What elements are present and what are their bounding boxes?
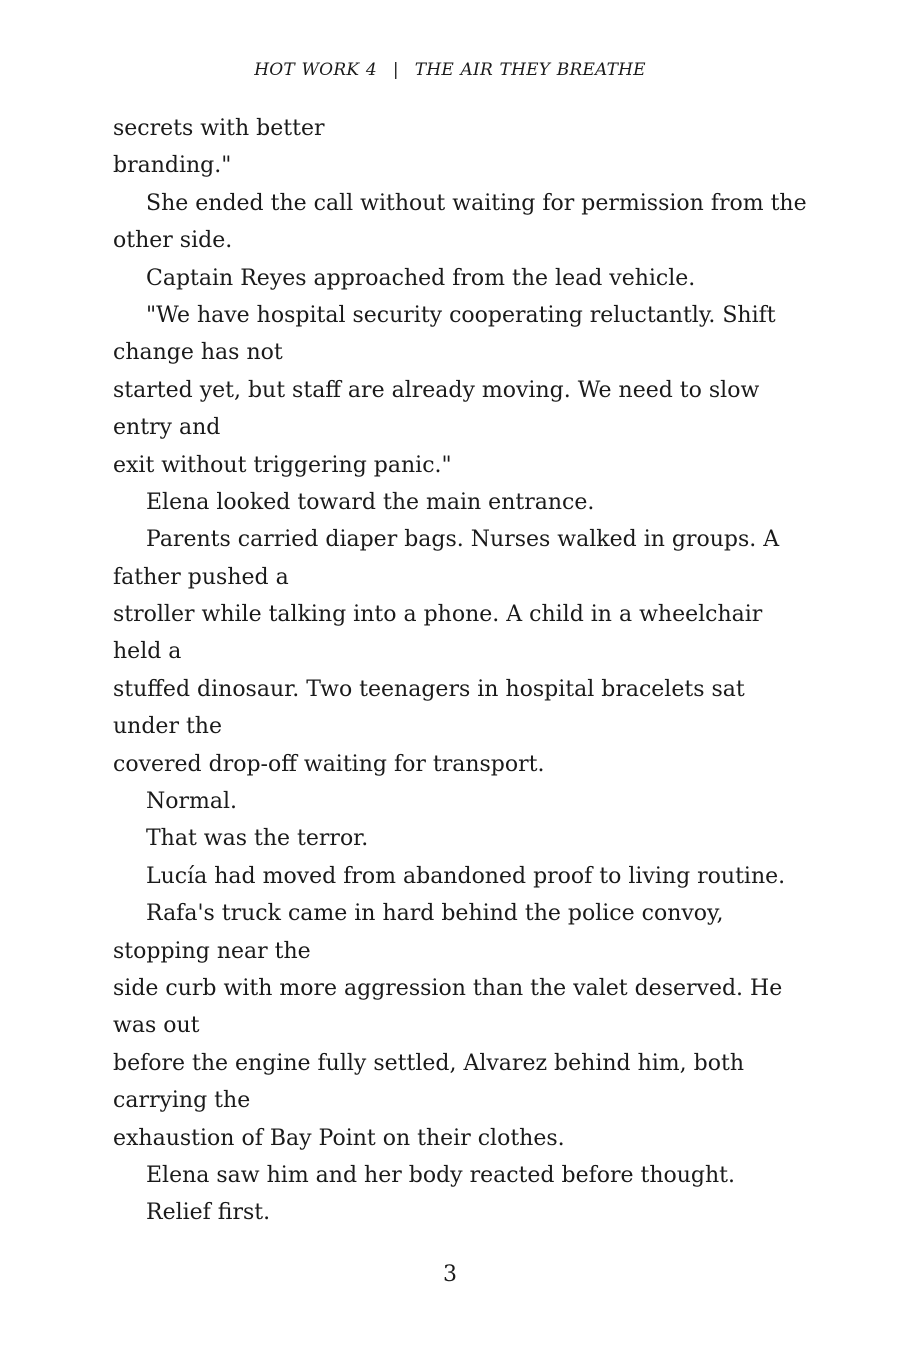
text-line: side curb with more aggression than the valet deserved. He [113, 975, 783, 1001]
text-line: other side. [113, 228, 233, 254]
header-series-title: HOT WORK 4 [254, 60, 377, 80]
text-line: Elena looked toward the main entrance. [146, 489, 595, 515]
text-line: "We have hospital security cooperating reluctantly. Shift [146, 302, 776, 328]
text-line: before the engine fully settled, Alvarez behind him, both [113, 1050, 744, 1076]
text-line: held a [113, 639, 182, 665]
text-line: was out [113, 1013, 200, 1039]
text-line: stroller while talking into a phone. A child in a wheelchair [113, 602, 763, 628]
page-number: 3 [443, 1262, 457, 1287]
text-line: branding." [113, 153, 232, 179]
text-line: Lucía had moved from abandoned proof to living routine. [146, 863, 786, 889]
body-text [113, 110, 843, 1232]
text-line: That was the terror. [146, 826, 369, 852]
text-line: Parents carried diaper bags. Nurses walked in groups. A [146, 527, 780, 553]
running-header [0, 60, 900, 80]
text-line: carrying the [113, 1088, 251, 1114]
text-line: Elena saw him and her body reacted before thought. [146, 1162, 736, 1188]
text-line: stopping near the [113, 938, 311, 964]
text-line: secrets with better [113, 116, 325, 141]
text-line: change has not [113, 340, 283, 366]
text-line: exit without triggering panic." [113, 452, 452, 478]
header-separator: | [392, 60, 399, 80]
text-line: She ended the call without waiting for permission from the [146, 190, 807, 216]
text-line: Rafa's truck came in hard behind the police convoy, [146, 901, 724, 927]
text-line: exhaustion of Bay Point on their clothes. [113, 1125, 565, 1151]
text-line: Relief first. [146, 1200, 271, 1226]
text-line: father pushed a [113, 564, 289, 590]
text-line: stuffed dinosaur. Two teenagers in hospital bracelets sat [113, 676, 745, 702]
text-line: under the [113, 714, 222, 740]
text-line: covered drop-off waiting for transport. [113, 751, 545, 777]
text-line: entry and [113, 415, 221, 441]
header-book-title: THE AIR THEY BREATHE [414, 60, 646, 80]
text-line: Normal. [146, 789, 238, 815]
text-line: started yet, but staff are already moving. We need to slow [113, 377, 760, 403]
text-line: Captain Reyes approached from the lead vehicle. [146, 265, 696, 291]
